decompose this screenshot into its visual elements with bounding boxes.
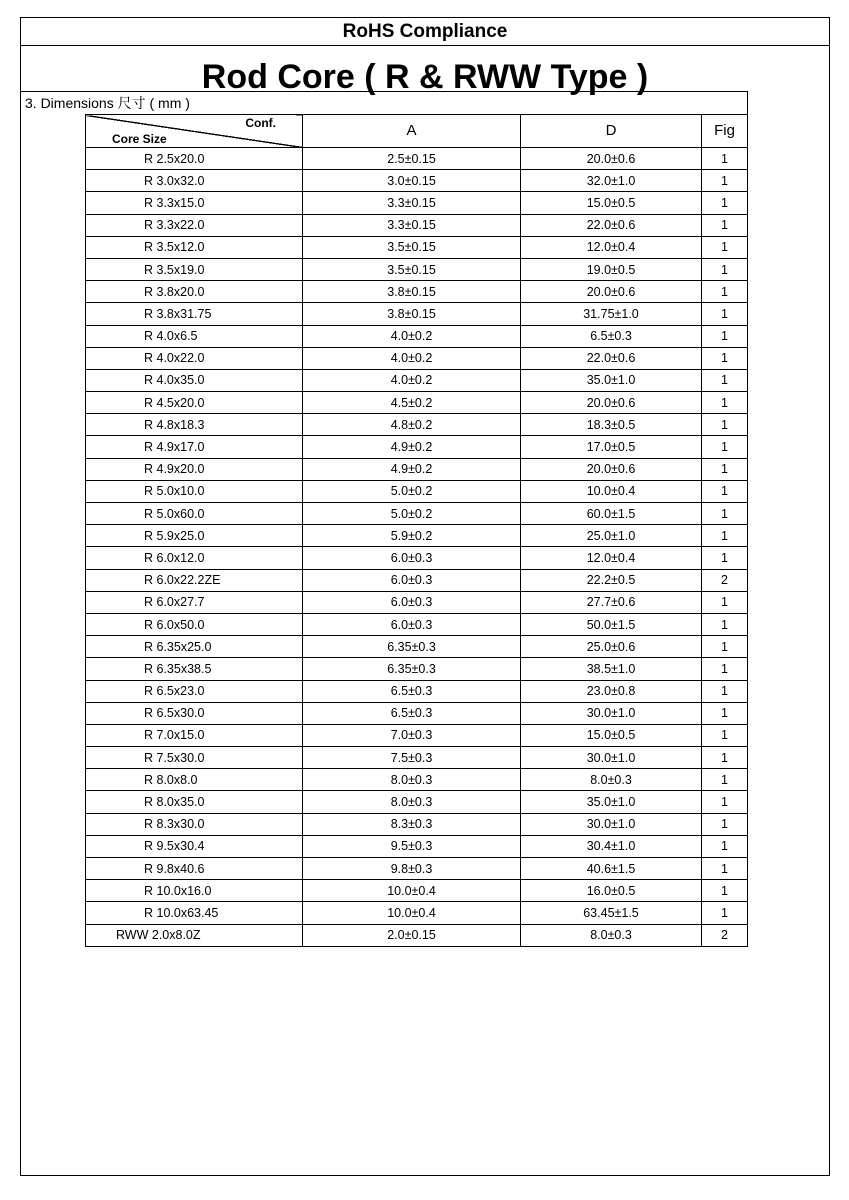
cell-a: 4.0±0.2 — [303, 325, 521, 347]
cell-a: 4.0±0.2 — [303, 347, 521, 369]
cell-fig: 1 — [702, 258, 748, 280]
cell-core-size: R 8.0x35.0 — [86, 791, 303, 813]
cell-core-size: RWW 2.0x8.0Z — [86, 924, 303, 946]
header-diagonal-cell — [86, 115, 303, 148]
cell-d: 10.0±0.4 — [521, 480, 702, 502]
cell-d: 19.0±0.5 — [521, 258, 702, 280]
cell-fig: 2 — [702, 569, 748, 591]
cell-d: 30.0±1.0 — [521, 747, 702, 769]
header-d: D — [521, 115, 702, 148]
table-row — [86, 480, 748, 502]
cell-a: 9.5±0.3 — [303, 835, 521, 857]
cell-fig: 2 — [702, 924, 748, 946]
cell-fig: 1 — [702, 591, 748, 613]
cell-fig: 1 — [702, 236, 748, 258]
cell-d: 15.0±0.5 — [521, 192, 702, 214]
cell-d: 22.2±0.5 — [521, 569, 702, 591]
cell-core-size: R 3.8x31.75 — [86, 303, 303, 325]
cell-d: 50.0±1.5 — [521, 613, 702, 635]
cell-d: 16.0±0.5 — [521, 880, 702, 902]
cell-a: 8.0±0.3 — [303, 769, 521, 791]
cell-d: 25.0±1.0 — [521, 525, 702, 547]
table-row — [86, 636, 748, 658]
cell-fig: 1 — [702, 369, 748, 391]
table-row — [86, 148, 748, 170]
cell-fig: 1 — [702, 880, 748, 902]
cell-fig: 1 — [702, 902, 748, 924]
cell-fig: 1 — [702, 613, 748, 635]
cell-core-size: R 4.5x20.0 — [86, 392, 303, 414]
rohs-compliance-header: RoHS Compliance — [21, 18, 829, 46]
cell-core-size: R 3.3x15.0 — [86, 192, 303, 214]
cell-a: 3.0±0.15 — [303, 170, 521, 192]
cell-d: 32.0±1.0 — [521, 170, 702, 192]
cell-d: 30.4±1.0 — [521, 835, 702, 857]
table-row — [86, 436, 748, 458]
cell-d: 31.75±1.0 — [521, 303, 702, 325]
table-row — [86, 236, 748, 258]
cell-a: 8.3±0.3 — [303, 813, 521, 835]
cell-core-size: R 5.0x10.0 — [86, 480, 303, 502]
cell-a: 2.0±0.15 — [303, 924, 521, 946]
cell-a: 7.5±0.3 — [303, 747, 521, 769]
header-a: A — [303, 115, 521, 148]
cell-a: 4.0±0.2 — [303, 369, 521, 391]
cell-core-size: R 5.9x25.0 — [86, 525, 303, 547]
cell-fig: 1 — [702, 791, 748, 813]
table-row — [86, 170, 748, 192]
cell-core-size: R 9.8x40.6 — [86, 858, 303, 880]
cell-fig: 1 — [702, 702, 748, 724]
table-row — [86, 724, 748, 746]
cell-d: 8.0±0.3 — [521, 924, 702, 946]
cell-fig: 1 — [702, 747, 748, 769]
cell-fig: 1 — [702, 547, 748, 569]
cell-core-size: R 6.0x12.0 — [86, 547, 303, 569]
cell-d: 30.0±1.0 — [521, 813, 702, 835]
cell-fig: 1 — [702, 724, 748, 746]
dimensions-table — [85, 114, 748, 947]
cell-a: 4.9±0.2 — [303, 458, 521, 480]
cell-core-size: R 10.0x63.45 — [86, 902, 303, 924]
cell-fig: 1 — [702, 835, 748, 857]
cell-a: 4.5±0.2 — [303, 392, 521, 414]
cell-d: 12.0±0.4 — [521, 547, 702, 569]
cell-fig: 1 — [702, 525, 748, 547]
cell-a: 3.5±0.15 — [303, 258, 521, 280]
cell-a: 2.5±0.15 — [303, 148, 521, 170]
cell-core-size: R 4.0x22.0 — [86, 347, 303, 369]
table-body — [86, 148, 748, 947]
cell-fig: 1 — [702, 436, 748, 458]
cell-fig: 1 — [702, 658, 748, 680]
cell-core-size: R 4.8x18.3 — [86, 414, 303, 436]
cell-fig: 1 — [702, 503, 748, 525]
cell-fig: 1 — [702, 392, 748, 414]
cell-d: 20.0±0.6 — [521, 458, 702, 480]
cell-core-size: R 6.0x22.2ZE — [86, 569, 303, 591]
cell-a: 6.0±0.3 — [303, 591, 521, 613]
table-row — [86, 880, 748, 902]
cell-d: 25.0±0.6 — [521, 636, 702, 658]
cell-core-size: R 8.0x8.0 — [86, 769, 303, 791]
header-core-size: Core Size — [112, 132, 167, 146]
cell-core-size: R 6.0x50.0 — [86, 613, 303, 635]
cell-core-size: R 2.5x20.0 — [86, 148, 303, 170]
table-row — [86, 525, 748, 547]
cell-d: 22.0±0.6 — [521, 214, 702, 236]
cell-core-size: R 9.5x30.4 — [86, 835, 303, 857]
cell-d: 60.0±1.5 — [521, 503, 702, 525]
cell-core-size: R 6.35x38.5 — [86, 658, 303, 680]
cell-core-size: R 5.0x60.0 — [86, 503, 303, 525]
cell-fig: 1 — [702, 414, 748, 436]
cell-d: 30.0±1.0 — [521, 702, 702, 724]
cell-core-size: R 6.35x25.0 — [86, 636, 303, 658]
cell-d: 20.0±0.6 — [521, 281, 702, 303]
table-row — [86, 258, 748, 280]
table-row — [86, 392, 748, 414]
cell-a: 3.3±0.15 — [303, 214, 521, 236]
cell-d: 63.45±1.5 — [521, 902, 702, 924]
cell-a: 6.35±0.3 — [303, 636, 521, 658]
cell-a: 7.0±0.3 — [303, 724, 521, 746]
cell-a: 4.8±0.2 — [303, 414, 521, 436]
cell-core-size: R 3.8x20.0 — [86, 281, 303, 303]
table-row — [86, 680, 748, 702]
table-row — [86, 658, 748, 680]
cell-a: 10.0±0.4 — [303, 880, 521, 902]
cell-fig: 1 — [702, 214, 748, 236]
table-row — [86, 924, 748, 946]
cell-fig: 1 — [702, 458, 748, 480]
table-row — [86, 747, 748, 769]
cell-a: 5.9±0.2 — [303, 525, 521, 547]
table-row — [86, 769, 748, 791]
cell-fig: 1 — [702, 148, 748, 170]
cell-d: 20.0±0.6 — [521, 392, 702, 414]
cell-a: 6.0±0.3 — [303, 569, 521, 591]
cell-a: 6.0±0.3 — [303, 613, 521, 635]
cell-fig: 1 — [702, 480, 748, 502]
cell-d: 22.0±0.6 — [521, 347, 702, 369]
cell-core-size: R 10.0x16.0 — [86, 880, 303, 902]
table-row — [86, 835, 748, 857]
cell-core-size: R 3.3x22.0 — [86, 214, 303, 236]
table-row — [86, 702, 748, 724]
cell-d: 27.7±0.6 — [521, 591, 702, 613]
cell-core-size: R 6.5x23.0 — [86, 680, 303, 702]
cell-d: 15.0±0.5 — [521, 724, 702, 746]
cell-a: 3.3±0.15 — [303, 192, 521, 214]
table-row — [86, 503, 748, 525]
cell-a: 10.0±0.4 — [303, 902, 521, 924]
table-row — [86, 325, 748, 347]
cell-fig: 1 — [702, 325, 748, 347]
cell-core-size: R 3.0x32.0 — [86, 170, 303, 192]
table-row — [86, 902, 748, 924]
cell-fig: 1 — [702, 170, 748, 192]
cell-fig: 1 — [702, 680, 748, 702]
cell-fig: 1 — [702, 303, 748, 325]
cell-core-size: R 3.5x19.0 — [86, 258, 303, 280]
cell-core-size: R 7.5x30.0 — [86, 747, 303, 769]
page-title: Rod Core ( R & RWW Type ) — [201, 58, 649, 96]
cell-core-size: R 4.0x35.0 — [86, 369, 303, 391]
cell-a: 9.8±0.3 — [303, 858, 521, 880]
cell-core-size: R 4.9x17.0 — [86, 436, 303, 458]
cell-d: 18.3±0.5 — [521, 414, 702, 436]
cell-d: 38.5±1.0 — [521, 658, 702, 680]
cell-a: 5.0±0.2 — [303, 503, 521, 525]
cell-d: 35.0±1.0 — [521, 369, 702, 391]
section-label: 3. Dimensions 尺寸 ( mm ) — [25, 95, 190, 111]
cell-d: 23.0±0.8 — [521, 680, 702, 702]
cell-d: 6.5±0.3 — [521, 325, 702, 347]
section-header-box — [21, 91, 748, 115]
table-row — [86, 458, 748, 480]
table-row — [86, 813, 748, 835]
cell-core-size: R 4.0x6.5 — [86, 325, 303, 347]
table-row — [86, 369, 748, 391]
table-row — [86, 281, 748, 303]
cell-a: 6.35±0.3 — [303, 658, 521, 680]
table-row — [86, 591, 748, 613]
table-row — [86, 569, 748, 591]
cell-a: 6.0±0.3 — [303, 547, 521, 569]
cell-a: 6.5±0.3 — [303, 702, 521, 724]
cell-core-size: R 8.3x30.0 — [86, 813, 303, 835]
table-row — [86, 791, 748, 813]
table-row — [86, 347, 748, 369]
cell-d: 40.6±1.5 — [521, 858, 702, 880]
cell-d: 17.0±0.5 — [521, 436, 702, 458]
cell-a: 5.0±0.2 — [303, 480, 521, 502]
cell-fig: 1 — [702, 769, 748, 791]
cell-d: 12.0±0.4 — [521, 236, 702, 258]
table-row — [86, 214, 748, 236]
cell-core-size: R 4.9x20.0 — [86, 458, 303, 480]
table-row — [86, 414, 748, 436]
cell-fig: 1 — [702, 281, 748, 303]
cell-fig: 1 — [702, 347, 748, 369]
cell-a: 4.9±0.2 — [303, 436, 521, 458]
cell-fig: 1 — [702, 858, 748, 880]
cell-core-size: R 3.5x12.0 — [86, 236, 303, 258]
table-row — [86, 303, 748, 325]
header-fig: Fig — [702, 115, 748, 148]
cell-d: 35.0±1.0 — [521, 791, 702, 813]
cell-a: 8.0±0.3 — [303, 791, 521, 813]
cell-core-size: R 7.0x15.0 — [86, 724, 303, 746]
cell-d: 20.0±0.6 — [521, 148, 702, 170]
cell-core-size: R 6.0x27.7 — [86, 591, 303, 613]
cell-fig: 1 — [702, 636, 748, 658]
table-header-row — [86, 115, 748, 148]
table-row — [86, 858, 748, 880]
cell-core-size: R 6.5x30.0 — [86, 702, 303, 724]
cell-fig: 1 — [702, 813, 748, 835]
table-row — [86, 547, 748, 569]
cell-a: 3.8±0.15 — [303, 281, 521, 303]
cell-a: 6.5±0.3 — [303, 680, 521, 702]
table-row — [86, 192, 748, 214]
cell-d: 8.0±0.3 — [521, 769, 702, 791]
table-row — [86, 613, 748, 635]
cell-a: 3.5±0.15 — [303, 236, 521, 258]
header-conf: Conf. — [245, 116, 276, 130]
cell-a: 3.8±0.15 — [303, 303, 521, 325]
cell-fig: 1 — [702, 192, 748, 214]
